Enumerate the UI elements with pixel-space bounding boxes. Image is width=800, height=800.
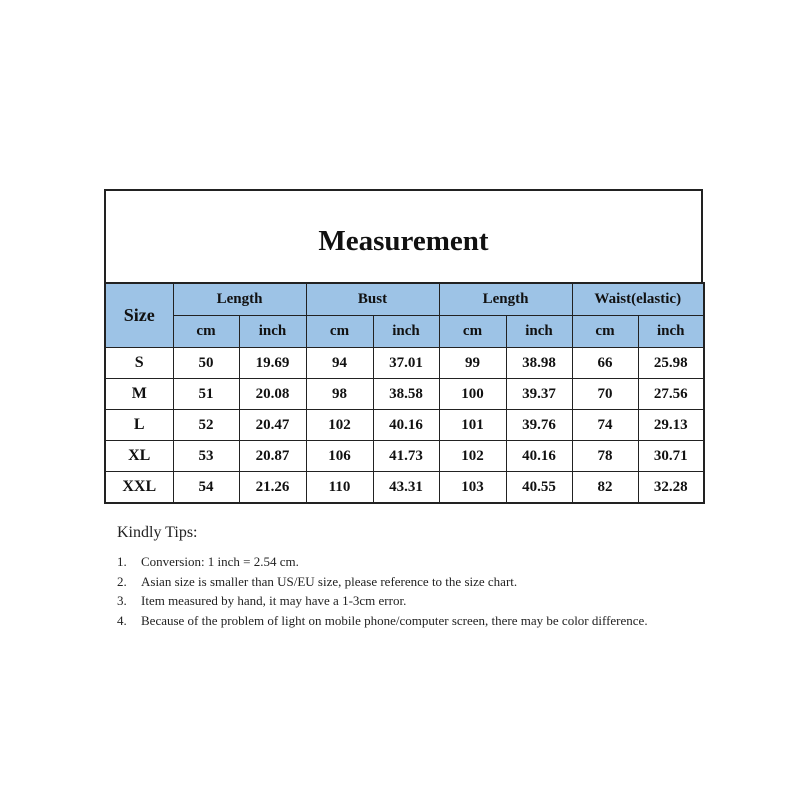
group-header-bust: Bust [306, 283, 439, 316]
unit-header-row [105, 316, 704, 348]
table-cell: 38.58 [373, 379, 439, 410]
table-cell: 27.56 [638, 379, 704, 410]
table-cell: 74 [572, 410, 638, 441]
table-row [105, 379, 704, 410]
tip-item [117, 591, 717, 611]
table-cell: 41.73 [373, 441, 439, 472]
unit-header: cm [306, 316, 373, 348]
group-header-length: Length [173, 283, 306, 316]
size-column-header: Size [105, 283, 173, 348]
table-row [105, 410, 704, 441]
table-cell: 40.55 [506, 472, 572, 504]
table-cell: 52 [173, 410, 239, 441]
tip-number: 4. [117, 612, 127, 628]
tip-text: Because of the problem of light on mobile phone/computer screen, there may be color difference. [141, 612, 648, 628]
table-cell: 78 [572, 441, 638, 472]
kindly-tips [117, 524, 717, 630]
table-cell: 43.31 [373, 472, 439, 504]
size-cell: M [105, 379, 173, 410]
table-cell: 21.26 [239, 472, 306, 504]
tip-item [117, 572, 717, 592]
title-box [104, 189, 703, 282]
unit-header: inch [373, 316, 439, 348]
tip-number: 2. [117, 573, 127, 589]
group-header-row [105, 283, 704, 316]
table-cell: 29.13 [638, 410, 704, 441]
unit-header: cm [572, 316, 638, 348]
table-cell: 32.28 [638, 472, 704, 504]
table-cell: 53 [173, 441, 239, 472]
table-cell: 51 [173, 379, 239, 410]
tip-item [117, 552, 717, 572]
table-cell: 100 [439, 379, 506, 410]
table-cell: 82 [572, 472, 638, 504]
group-header-waist: Waist(elastic) [572, 283, 704, 316]
table-cell: 103 [439, 472, 506, 504]
size-cell: XXL [105, 472, 173, 504]
table-row [105, 441, 704, 472]
table-cell: 70 [572, 379, 638, 410]
unit-header: inch [239, 316, 306, 348]
table-cell: 20.47 [239, 410, 306, 441]
size-cell: XL [105, 441, 173, 472]
table-row [105, 348, 704, 379]
unit-header: inch [638, 316, 704, 348]
chart-title: Measurement [318, 225, 489, 257]
tip-number: 3. [117, 593, 127, 608]
table-cell: 54 [173, 472, 239, 504]
size-chart [104, 189, 703, 504]
size-table [104, 282, 705, 504]
tip-text: Conversion: 1 inch = 2.54 cm. [141, 554, 299, 569]
table-cell: 102 [439, 441, 506, 472]
tip-text: Item measured by hand, it may have a 1-3cm error. [141, 593, 407, 608]
table-cell: 50 [173, 348, 239, 379]
table-cell: 66 [572, 348, 638, 379]
table-cell: 25.98 [638, 348, 704, 379]
table-cell: 94 [306, 348, 373, 379]
size-cell: S [105, 348, 173, 379]
tip-number: 1. [117, 554, 127, 569]
table-cell: 39.37 [506, 379, 572, 410]
tips-list [117, 552, 717, 630]
table-row [105, 472, 704, 504]
table-cell: 38.98 [506, 348, 572, 379]
tip-item [117, 611, 717, 631]
table-cell: 40.16 [506, 441, 572, 472]
table-cell: 20.08 [239, 379, 306, 410]
table-cell: 110 [306, 472, 373, 504]
size-cell: L [105, 410, 173, 441]
table-cell: 30.71 [638, 441, 704, 472]
table-cell: 39.76 [506, 410, 572, 441]
table-cell: 99 [439, 348, 506, 379]
table-cell: 102 [306, 410, 373, 441]
table-cell: 101 [439, 410, 506, 441]
unit-header: cm [439, 316, 506, 348]
table-cell: 98 [306, 379, 373, 410]
table-cell: 106 [306, 441, 373, 472]
tip-text: Asian size is smaller than US/EU size, please reference to the size chart. [141, 573, 518, 589]
table-cell: 20.87 [239, 441, 306, 472]
unit-header: inch [506, 316, 572, 348]
unit-header: cm [173, 316, 239, 348]
tips-heading: Kindly Tips: [117, 524, 198, 541]
table-cell: 40.16 [373, 410, 439, 441]
table-cell: 19.69 [239, 348, 306, 379]
table-cell: 37.01 [373, 348, 439, 379]
group-header-length-2: Length [439, 283, 572, 316]
